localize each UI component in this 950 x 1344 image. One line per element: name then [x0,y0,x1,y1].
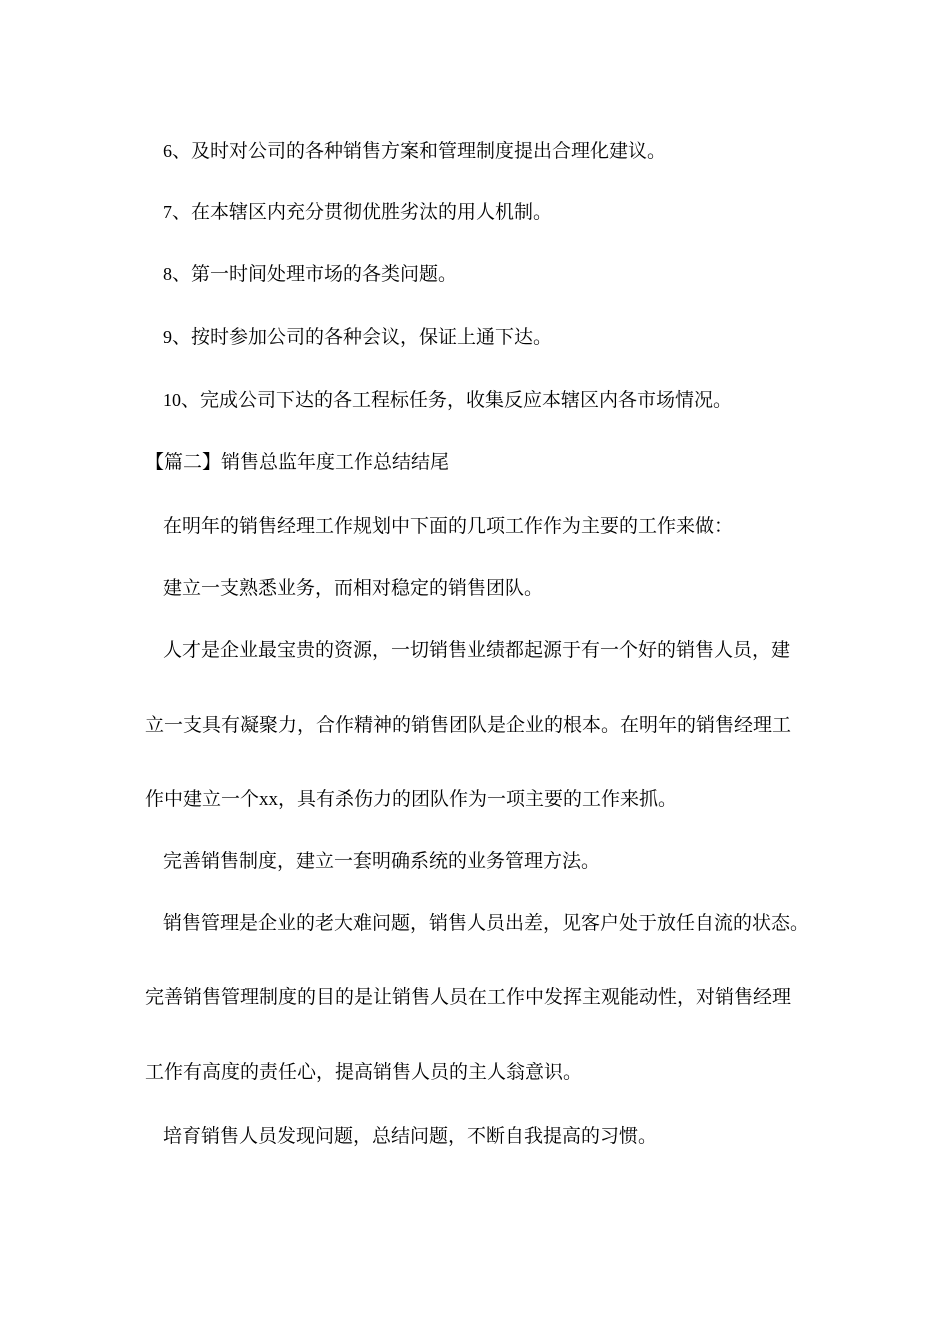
point-1-body-line-3 [145,787,677,812]
section-title: 【篇二】销售总监年度工作总结结尾 [145,451,450,473]
list-text: 、按时参加公司的各种会议，保证上通下达。 [172,326,553,348]
list-text: 、完成公司下达的各工程标任务，收集反应本辖区内各市场情况。 [181,389,733,411]
list-number: 8 [163,264,172,284]
list-text: 、在本辖区内充分贯彻优胜劣汰的用人机制。 [172,201,553,223]
text-segment-latin: xx [259,789,279,810]
point-1-title: 建立一支熟悉业务，而相对稳定的销售团队。 [163,577,544,599]
list-item-7 [163,200,552,224]
text-segment: ，具有杀伤力的团队作为一项主要的工作来抓。 [278,788,678,810]
point-1-body-line-2: 立一支具有凝聚力，合作精神的销售团队是企业的根本。在明年的销售经理工 [145,714,792,736]
list-text: 、第一时间处理市场的各类问题。 [172,263,458,285]
list-number: 7 [163,202,172,222]
list-text: 、及时对公司的各种销售方案和管理制度提出合理化建议。 [172,140,667,162]
list-number: 10 [163,390,181,410]
list-item-8 [163,262,457,286]
list-item-10 [163,388,732,412]
list-item-6 [163,139,666,163]
list-number: 6 [163,141,172,161]
point-2-body-line-1: 销售管理是企业的老大难问题，销售人员出差，见客户处于放任自流的状态。 [163,912,810,934]
point-3-title: 培育销售人员发现问题，总结问题，不断自我提高的习惯。 [163,1125,658,1147]
list-number: 9 [163,327,172,347]
point-2-body-line-2: 完善销售管理制度的目的是让销售人员在工作中发挥主观能动性，对销售经理 [145,986,792,1008]
point-1-body-line-1: 人才是企业最宝贵的资源，一切销售业绩都起源于有一个好的销售人员，建 [163,639,791,661]
point-2-body-line-3: 工作有高度的责任心，提高销售人员的主人翁意识。 [145,1061,583,1083]
paragraph-intro: 在明年的销售经理工作规划中下面的几项工作作为主要的工作来做： [163,515,734,537]
point-2-title: 完善销售制度，建立一套明确系统的业务管理方法。 [163,850,601,872]
list-item-9 [163,325,552,349]
text-segment: 作中建立一个 [145,788,260,810]
